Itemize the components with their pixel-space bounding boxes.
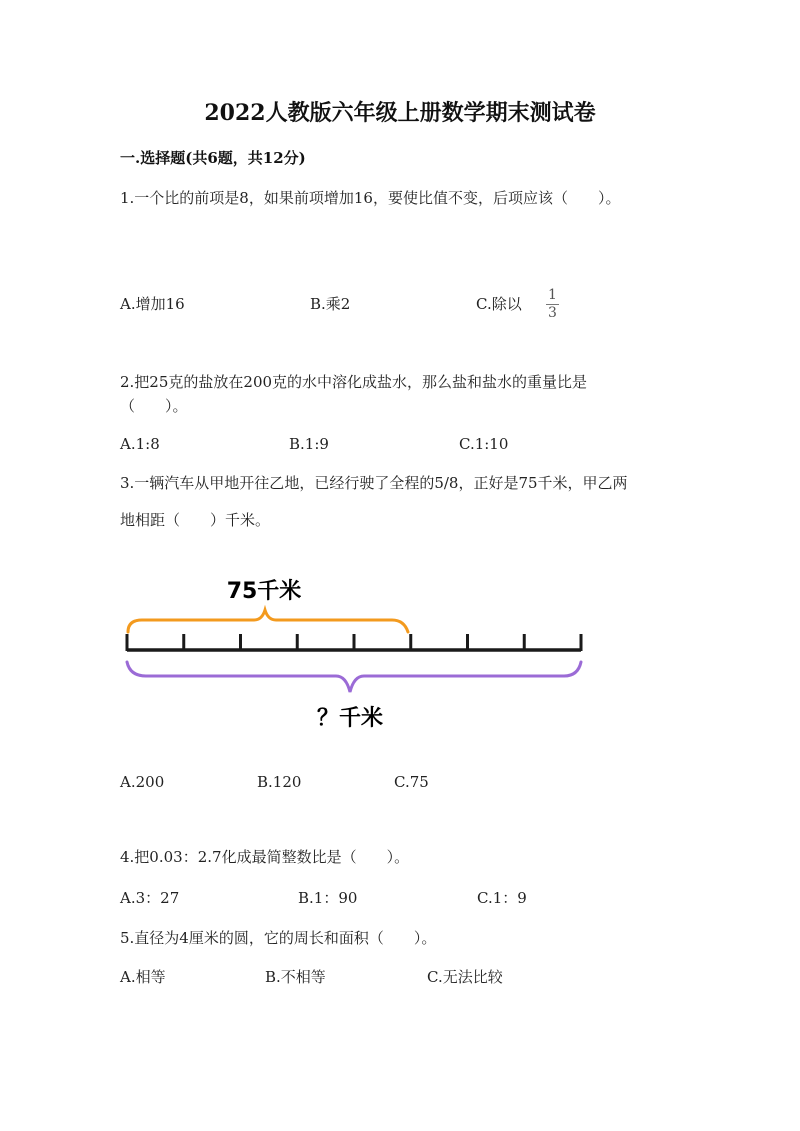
question-2-option-b: B.1:9 xyxy=(289,435,329,453)
question-2-text-line1: 2.把25克的盐放在200克的水中溶化成盐水，那么盐和盐水的重量比是 xyxy=(120,373,588,391)
question-3-option-b: B.120 xyxy=(257,773,302,791)
question-2-text-line2: （ ）。 xyxy=(120,397,188,415)
question-3-option-a: A.200 xyxy=(120,773,165,791)
covered-distance-label: 75千米 xyxy=(226,579,302,604)
question-3-text-line2: 地相距（ ）千米。 xyxy=(120,511,271,529)
fraction-numerator: 1 xyxy=(548,287,557,303)
question-3-option-c: C.75 xyxy=(394,773,429,791)
question-5-option-a: A.相等 xyxy=(120,968,166,986)
question-5-option-b: B.不相等 xyxy=(265,968,326,986)
question-2-option-a: A.1:8 xyxy=(120,435,160,453)
question-4-text: 4.把0.03：2.7化成最简整数比是（ ）。 xyxy=(120,848,410,866)
section-heading: 一.选择题(共6题，共12分) xyxy=(120,149,306,167)
fraction-denominator: 3 xyxy=(548,305,557,321)
page-title: 2022人教版六年级上册数学期末测试卷 xyxy=(204,100,596,126)
question-2-option-c: C.1:10 xyxy=(459,435,509,453)
covered-distance-brace xyxy=(128,610,408,632)
total-distance-label: ？千米 xyxy=(316,706,384,731)
total-distance-brace xyxy=(127,662,581,692)
question-5-option-c: C.无法比较 xyxy=(427,968,503,986)
question-1-fraction xyxy=(546,287,559,322)
question-4-option-b: B.1：90 xyxy=(298,889,358,907)
question-4-option-c: C.1：9 xyxy=(477,889,527,907)
question-3-text-line1: 3.一辆汽车从甲地开往乙地，已经行驶了全程的5/8，正好是75千米，甲乙两 xyxy=(120,474,628,492)
question-1-text: 1.一个比的前项是8，如果前项增加16，要使比值不变，后项应该（ ）。 xyxy=(120,189,621,207)
question-1-option-b: B.乘2 xyxy=(310,295,351,313)
question-1-option-c: C.除以 xyxy=(476,295,522,313)
distance-figure xyxy=(110,570,600,740)
question-1-option-a: A.增加16 xyxy=(120,295,185,313)
question-4-option-a: A.3：27 xyxy=(120,889,180,907)
question-5-text: 5.直径为4厘米的圆，它的周长和面积（ ）。 xyxy=(120,929,437,947)
